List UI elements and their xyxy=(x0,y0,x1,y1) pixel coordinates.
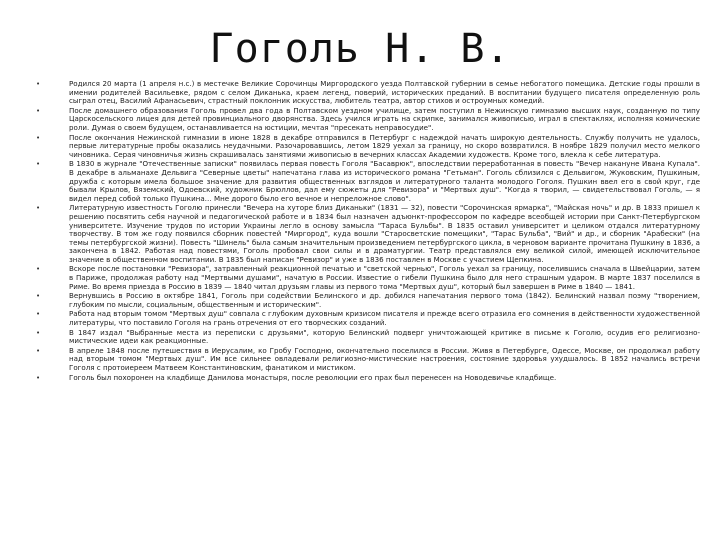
bullet-paragraph xyxy=(36,329,700,346)
bullet-icon: • xyxy=(36,133,41,142)
bullet-icon: • xyxy=(36,265,41,274)
paragraph-text: После окончания Нежинской гимназии в июне 1828 в декабре отправился в Петербург с надеждой начать широкую деятельность. Службу получить не удалось, первые литературные пробы оказались неудачными. Разочаровавшись, летом 1829 уехал за границу, но скоро возвратился. В ноябре 1829 получил место мелкого чиновника. Серая чиновничья жизнь скрашивалась занятиями живописью в вечерних классах Академии художеств. Кроме того, влекла к себе литература. xyxy=(69,132,700,159)
paragraph-text: Родился 20 марта (1 апреля н.с.) в местечке Великие Сорочинцы Миргородского уезда Полтавской губернии в семье небогатого помещика. Детские годы прошли в имении родителей Васильевке, рядом с селом Диканька, краем легенд, поверий, исторических преданий. В воспитании будущего писателя определенную роль сыграл отец, Василий Афанасьевич, страстный поклонник искусства, любитель театра, автор стихов и остроумных комедий. xyxy=(69,79,700,106)
bullet-paragraph xyxy=(36,374,700,383)
bullet-icon: • xyxy=(36,106,41,115)
paragraph-text: В апреле 1848 после путешествия в Иерусалим, ко Гробу Господню, окончательно поселился в России. Живя в Петербурге, Одессе, Москве, он продолжал работу над вторым томом "Мертвых душ". Им все сильнее овладевали религиозно-мистические настроения, состояние здоровья ухудшалось. В 1852 начались встречи Гоголя с протоиереем Матвеем Константиновским, фанатиком и мистиком. xyxy=(69,345,700,372)
bullet-icon: • xyxy=(36,80,41,88)
paragraph-text: После домашнего образования Гоголь провел два года в Полтавском уездном училище, затем поступил в Нежинскую гимназию высших наук, созданную по типу Царскосельского лицея для детей провинциального дворянства. Здесь учился играть на скрипке, занимался живописью, играл в спектаклях, исполняя комические роли. Думая о своем будущем, останавливается на юстиции, мечтая "пресекать неправосудие". xyxy=(69,105,700,132)
paragraph-text: Вернувшись в Россию в октябре 1841, Гоголь при содействии Белинского и др. добился напечатания первого тома (1842). Белинский назвал поэму "творением, глубоким по мысли, социальным, общественным и историческим". xyxy=(69,291,700,309)
bullet-icon: • xyxy=(36,346,41,355)
paragraph-text: В 1847 издал "Выбранные места из переписки с друзьями", которую Белинский подверг уничтожающей критике в письме к Гоголю, осудив его религиозно-мистические идеи как реакционные. xyxy=(69,327,700,346)
paragraph-text: В 1830 в журнале "Отечественные записки" появилась первая повесть Гоголя "Басаврюк", впоследствии переработанная в повесть "Вечер накануне Ивана Купала". В декабре в альманахе Дельвига "Северные цветы" напечатана глава из исторического романа "Гетьман". Гоголь сблизился с Дельвигом, Жуковским, Пушкиным, дружба с которым имела большое значение для развития общественных взглядов и литературного таланта молодого Гоголя. Пушкин ввел его в свой круг, где бывали Крылов, Вяземский, Одоевский, художник Брюллов, дал ему сюжеты для "Ревизора" и "Мертвых душ". "Когда я творил, — свидетельствовал Гоголь, — я видел перед собой только Пушкина… Мне дорого было его вечное и непреложное слово". xyxy=(69,159,700,203)
paragraph-text: Гоголь был похоронен на кладбище Данилова монастыря, после революции его прах был перенесен на Новодевичье кладбище. xyxy=(69,372,557,382)
bullet-paragraph xyxy=(36,347,700,373)
paragraph-text: Работа над вторым томом "Мертвых душ" совпала с глубоким духовным кризисом писателя и прежде всего отразила его сомнения в действенности художественной литературы, что поставило Гоголя на грань отречения от его творческих созданий. xyxy=(69,309,700,328)
bullet-paragraph xyxy=(36,80,700,106)
paragraph-text: Литературную известность Гоголю принесли "Вечера на хуторе близ Диканьки" (1831 — 32), повести "Сорочинская ярмарка", "Майская ночь" и др. В 1833 пришел к решению посвятить себя научной и педагогической работе и в 1834 был назначен адъюнкт-профессором по кафедре всеобщей истории при Санкт-Петербургском университете. Изучение трудов по истории Украины легло в основу замысла "Тараса Бульбы". В 1835 оставил университет и целиком отдался литературному творчеству. В том же году появился сборник повестей "Миргород", куда вошли "Старосветские помещики", "Тарас Бульба", "Вий" и др., и сборник "Арабески" (на темы петербургской жизни). Повесть "Шинель" была самым значительным произведением петербургского цикла, в черновом варианте прочитана Пушкину в 1836, а закончена в 1842. Работая над повестями, Гоголь пробовал свои силы и в драматургии. Театр представлялся ему великой силой, имеющей исключительное значение в общественном воспитании. В 1835 был написан "Ревизор" и уже в 1836 поставлен в Москве с участием Щепкина. xyxy=(69,203,700,264)
bullet-paragraph xyxy=(36,204,700,264)
bullet-icon: • xyxy=(36,292,41,301)
paragraph-text: Вскоре после постановки "Ревизора", затравленный реакционной печатью и "светской чернью", Гоголь уехал за границу, поселившись сначала в Швейцарии, затем в Париже, продолжая работу над "Мертвыми душами", начатую в России. Известие о гибели Пушкина было для него страшным ударом. В марте 1837 поселился в Риме. Во время приезда в Россию в 1839 — 1840 читал друзьям главы из первого тома "Мертвых душ", который был завершен в Риме в 1840 — 1841. xyxy=(69,264,700,291)
bullet-paragraph xyxy=(36,292,700,309)
bullet-icon: • xyxy=(36,160,41,169)
bullet-paragraph xyxy=(36,160,700,203)
bullet-icon: • xyxy=(36,310,41,319)
paragraph-list xyxy=(36,80,700,383)
bullet-icon: • xyxy=(36,373,41,382)
bullet-icon: • xyxy=(36,328,41,337)
bullet-paragraph xyxy=(36,265,700,291)
bullet-paragraph xyxy=(36,310,700,327)
bullet-icon: • xyxy=(36,204,41,213)
slide-title: Гоголь Н. В. xyxy=(209,26,511,72)
bullet-paragraph xyxy=(36,134,700,160)
bullet-paragraph xyxy=(36,107,700,133)
